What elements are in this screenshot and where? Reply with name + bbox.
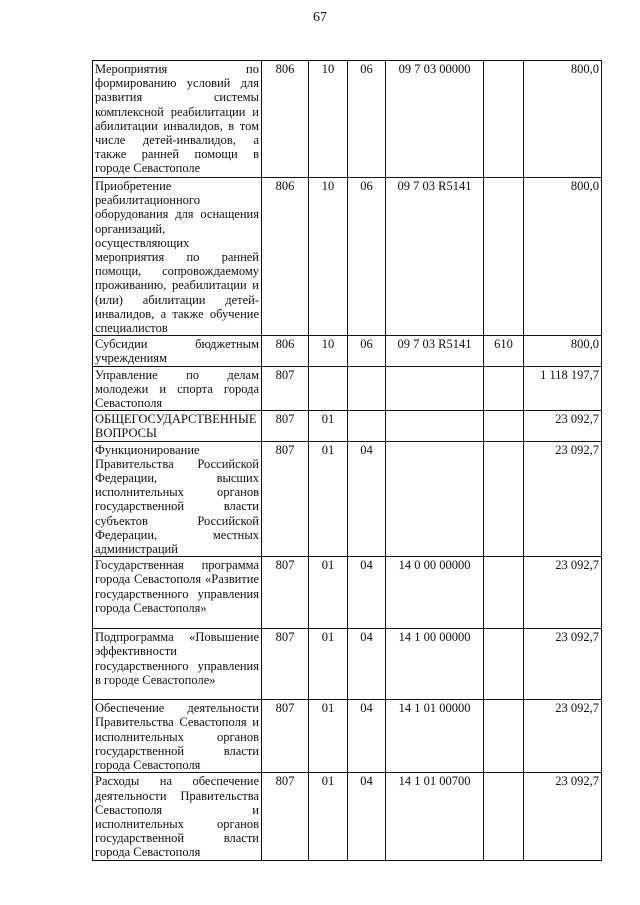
row-name: Подпрограмма «Повышение эффективности государственного управления в городе Севастополе» — [93, 629, 262, 700]
row-name: Функционирование Правительства Российской Федерации, высших исполнительных органов государственной власти субъектов Российской Федерации, местных администраций — [93, 441, 262, 557]
row-csr: 09 7 03 R5141 — [386, 336, 484, 366]
page-number: 67 — [313, 10, 327, 25]
table-row — [93, 366, 602, 411]
row-grbs: 807 — [262, 629, 309, 700]
row-vr — [484, 773, 524, 861]
row-grbs: 807 — [262, 411, 309, 441]
table-row — [93, 557, 602, 629]
table-row — [93, 773, 602, 861]
row-name: Расходы на обеспечение деятельности Правительства Севастополя и исполнительных органов государственной власти города Севастополя — [93, 773, 262, 861]
row-csr — [386, 441, 484, 557]
row-grbs: 807 — [262, 700, 309, 773]
row-csr: 14 1 01 00000 — [386, 700, 484, 773]
table-row — [93, 178, 602, 336]
row-vr — [484, 557, 524, 629]
row-sum: 23 092,7 — [524, 700, 602, 773]
row-csr: 14 1 01 00700 — [386, 773, 484, 861]
row-sum: 23 092,7 — [524, 411, 602, 441]
table-row — [93, 61, 602, 178]
row-pr: 06 — [348, 61, 386, 178]
row-grbs: 806 — [262, 336, 309, 366]
table-row — [93, 336, 602, 366]
row-grbs: 807 — [262, 773, 309, 861]
row-csr: 14 0 00 00000 — [386, 557, 484, 629]
table-row — [93, 411, 602, 441]
row-grbs: 806 — [262, 61, 309, 178]
row-rz: 01 — [309, 773, 348, 861]
row-sum: 800,0 — [524, 178, 602, 336]
table-row — [93, 441, 602, 557]
row-pr: 06 — [348, 178, 386, 336]
row-vr — [484, 629, 524, 700]
row-sum: 800,0 — [524, 336, 602, 366]
row-vr — [484, 178, 524, 336]
row-name: Приобретение реабилитационного оборудования для оснащения организаций, осуществляющих мероприятия по ранней помощи, сопровождаемому проживанию, реабилитации и (или) абилитации детей-инвалидов, а также обучение специалистов — [93, 178, 262, 336]
row-rz: 01 — [309, 700, 348, 773]
row-rz: 10 — [309, 178, 348, 336]
row-grbs: 807 — [262, 557, 309, 629]
row-name: Субсидии бюджетным учреждениям — [93, 336, 262, 366]
row-vr — [484, 411, 524, 441]
row-csr: 09 7 03 R5141 — [386, 178, 484, 336]
row-pr: 06 — [348, 336, 386, 366]
row-pr: 04 — [348, 629, 386, 700]
row-vr — [484, 441, 524, 557]
row-grbs: 807 — [262, 441, 309, 557]
row-pr — [348, 366, 386, 411]
row-csr — [386, 411, 484, 441]
row-name: ОБЩЕГОСУДАРСТВЕННЫЕ ВОПРОСЫ — [93, 411, 262, 441]
row-name: Управление по делам молодежи и спорта города Севастополя — [93, 366, 262, 411]
row-pr: 04 — [348, 441, 386, 557]
row-vr: 610 — [484, 336, 524, 366]
row-vr — [484, 61, 524, 178]
row-grbs: 807 — [262, 366, 309, 411]
row-name: Обеспечение деятельности Правительства Севастополя и исполнительных органов государственной власти города Севастополя — [93, 700, 262, 773]
row-sum: 23 092,7 — [524, 629, 602, 700]
row-csr: 09 7 03 00000 — [386, 61, 484, 178]
row-sum: 23 092,7 — [524, 557, 602, 629]
row-rz — [309, 366, 348, 411]
row-vr — [484, 366, 524, 411]
row-rz: 01 — [309, 441, 348, 557]
row-rz: 10 — [309, 61, 348, 178]
row-vr — [484, 700, 524, 773]
row-sum: 23 092,7 — [524, 441, 602, 557]
row-rz: 01 — [309, 557, 348, 629]
row-rz: 01 — [309, 629, 348, 700]
row-csr: 14 1 00 00000 — [386, 629, 484, 700]
row-grbs: 806 — [262, 178, 309, 336]
row-name: Государственная программа города Севастополя «Развитие государственного управления города Севастополя» — [93, 557, 262, 629]
table-row — [93, 700, 602, 773]
row-rz: 10 — [309, 336, 348, 366]
budget-table — [92, 60, 602, 861]
row-name: Мероприятия по формированию условий для развития системы комплексной реабилитации и абилитации инвалидов, в том числе детей-инвалидов, а также ранней помощи в городе Севастополе — [93, 61, 262, 178]
table-row — [93, 629, 602, 700]
row-pr — [348, 411, 386, 441]
row-pr: 04 — [348, 557, 386, 629]
row-rz: 01 — [309, 411, 348, 441]
row-pr: 04 — [348, 700, 386, 773]
row-sum: 23 092,7 — [524, 773, 602, 861]
row-sum: 800,0 — [524, 61, 602, 178]
row-csr — [386, 366, 484, 411]
row-sum: 1 118 197,7 — [524, 366, 602, 411]
row-pr: 04 — [348, 773, 386, 861]
